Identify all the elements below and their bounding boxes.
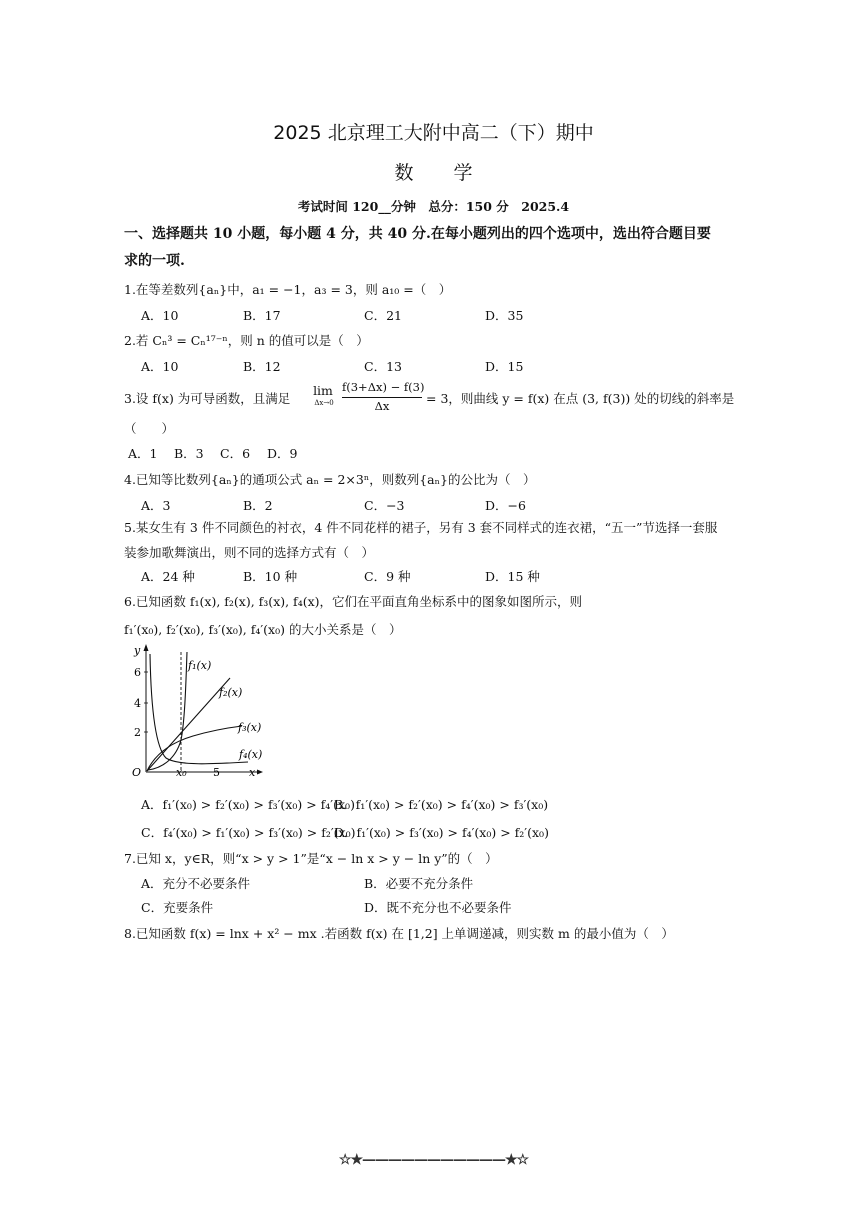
- y-tick-6: 6: [134, 666, 141, 679]
- question-5-option-b: B．10 种: [243, 569, 298, 584]
- question-6-stem-line2: f₁′(x₀), f₂′(x₀), f₃′(x₀), f₄′(x₀) 的大小关系是（ ）: [124, 622, 402, 637]
- question-1-option-c: C．21: [364, 308, 402, 323]
- question-3-option-c: C．6: [220, 446, 251, 461]
- question-6-option-a: A．f₁′(x₀) > f₂′(x₀) > f₃′(x₀) > f₄′(x₀): [141, 797, 355, 812]
- y-tick-2: 2: [134, 726, 141, 739]
- question-7-option-b: B．必要不充分条件: [364, 876, 474, 891]
- question-4-option-d: D．−6: [485, 498, 526, 513]
- question-3-option-a: A．1: [128, 446, 158, 461]
- curve-f3: [147, 726, 242, 771]
- question-2-option-a: A．10: [141, 359, 179, 374]
- curve-f4-label: f₄(x): [239, 748, 263, 761]
- question-6-stem: 6.已知函数 f₁(x), f₂(x), f₃(x), f₄(x)，它们在平面直角坐标系中的图象如图所示，则: [124, 594, 583, 609]
- exam-title: 2025 北京理工大附中高二（下）期中: [273, 122, 594, 144]
- y-axis-label: y: [134, 644, 141, 657]
- subject-title: 数学: [394, 162, 513, 184]
- curve-f1-label: f₁(x): [188, 659, 212, 672]
- function-graph-figure: [118, 640, 268, 782]
- question-8-stem: 8.已知函数 f(x) = lnx + x² − mx .若函数 f(x) 在 [1,2] 上单调递减，则实数 m 的最小值为（ ）: [124, 926, 674, 941]
- question-4-option-c: C．−3: [364, 498, 405, 513]
- question-4-option-b: B．2: [243, 498, 273, 513]
- question-3-option-d: D．9: [267, 446, 298, 461]
- fraction-bar: [342, 397, 422, 398]
- curve-f3-label: f₃(x): [238, 721, 262, 734]
- question-2-stem: 2.若 Cₙ³ = Cₙ¹⁷⁻ⁿ，则 n 的值可以是（ ）: [124, 333, 369, 348]
- question-2-option-b: B．12: [243, 359, 281, 374]
- x-axis-label: x: [249, 766, 256, 779]
- limit-symbol: lim: [313, 383, 333, 398]
- y-axis-arrow: [144, 644, 149, 651]
- question-5-option-a: A．24 种: [141, 569, 195, 584]
- question-2-option-d: D．15: [485, 359, 524, 374]
- question-7-option-c: C．充要条件: [141, 900, 214, 915]
- question-1-option-b: B．17: [243, 308, 281, 323]
- question-3-stem-end: = 3，则曲线 y = f(x) 在点 (3, f(3)) 处的切线的斜率是: [426, 391, 735, 406]
- fraction-numerator: f(3+Δx) − f(3): [342, 380, 425, 394]
- question-1-option-a: A．10: [141, 308, 179, 323]
- question-1-stem: 1.在等差数列{aₙ}中，a₁ = −1，a₃ = 3，则 a₁₀ =（ ）: [124, 282, 452, 297]
- question-4-stem: 4.已知等比数列{aₙ}的通项公式 aₙ = 2×3ⁿ，则数列{aₙ}的公比为（ ）: [124, 472, 536, 487]
- question-7-stem: 7.已知 x，y∈R，则“x > y > 1”是“x − ln x > y − ln y”的（ ）: [124, 851, 498, 866]
- question-6-option-d: D．f₁′(x₀) > f₃′(x₀) > f₄′(x₀) > f₂′(x₀): [334, 825, 549, 840]
- question-5-stem: 5.某女生有 3 件不同颜色的衬衣，4 件不同花样的裙子，另有 3 套不同样式的连衣裙，“五一”节选择一套服: [124, 520, 718, 535]
- question-3-stem-line2: （ ）: [124, 421, 175, 436]
- curve-f2: [147, 678, 230, 771]
- section-heading-line2: 求的一项.: [124, 253, 185, 269]
- exam-meta: 考试时间 120__分钟 总分：150 分 2025.4: [297, 199, 570, 214]
- page-footer-decoration: ☆★———————————★☆: [338, 1152, 529, 1168]
- question-5-option-c: C．9 种: [364, 569, 411, 584]
- question-7-option-a: A．充分不必要条件: [141, 876, 251, 891]
- x-tick-5: 5: [213, 766, 220, 779]
- question-4-option-a: A．3: [141, 498, 171, 513]
- x-tick-x0: x₀: [176, 766, 187, 779]
- question-2-option-c: C．13: [364, 359, 402, 374]
- question-7-option-d: D．既不充分也不必要条件: [364, 900, 512, 915]
- fraction-denominator: Δx: [374, 399, 390, 413]
- y-tick-4: 4: [134, 697, 141, 710]
- question-3-option-b: B．3: [174, 446, 204, 461]
- origin-label: O: [132, 766, 142, 779]
- question-3-stem-start: 3.设 f(x) 为可导函数，且满足: [124, 391, 291, 406]
- question-5-stem-line2: 装参加歌舞演出，则不同的选择方式有（ ）: [124, 545, 375, 560]
- section-heading-line1: 一、选择题共 10 小题，每小题 4 分，共 40 分.在每小题列出的四个选项中，选出符合题目要: [124, 226, 711, 242]
- curve-f2-label: f₂(x): [219, 686, 243, 699]
- question-5-option-d: D．15 种: [485, 569, 540, 584]
- x-axis-arrow: [257, 770, 263, 775]
- question-6-option-b: B．f₁′(x₀) > f₂′(x₀) > f₄′(x₀) > f₃′(x₀): [334, 797, 549, 812]
- question-1-option-d: D．35: [485, 308, 524, 323]
- limit-subscript: Δx→0: [314, 399, 334, 407]
- question-6-option-c: C．f₄′(x₀) > f₁′(x₀) > f₃′(x₀) > f₂′(x₀): [141, 825, 356, 840]
